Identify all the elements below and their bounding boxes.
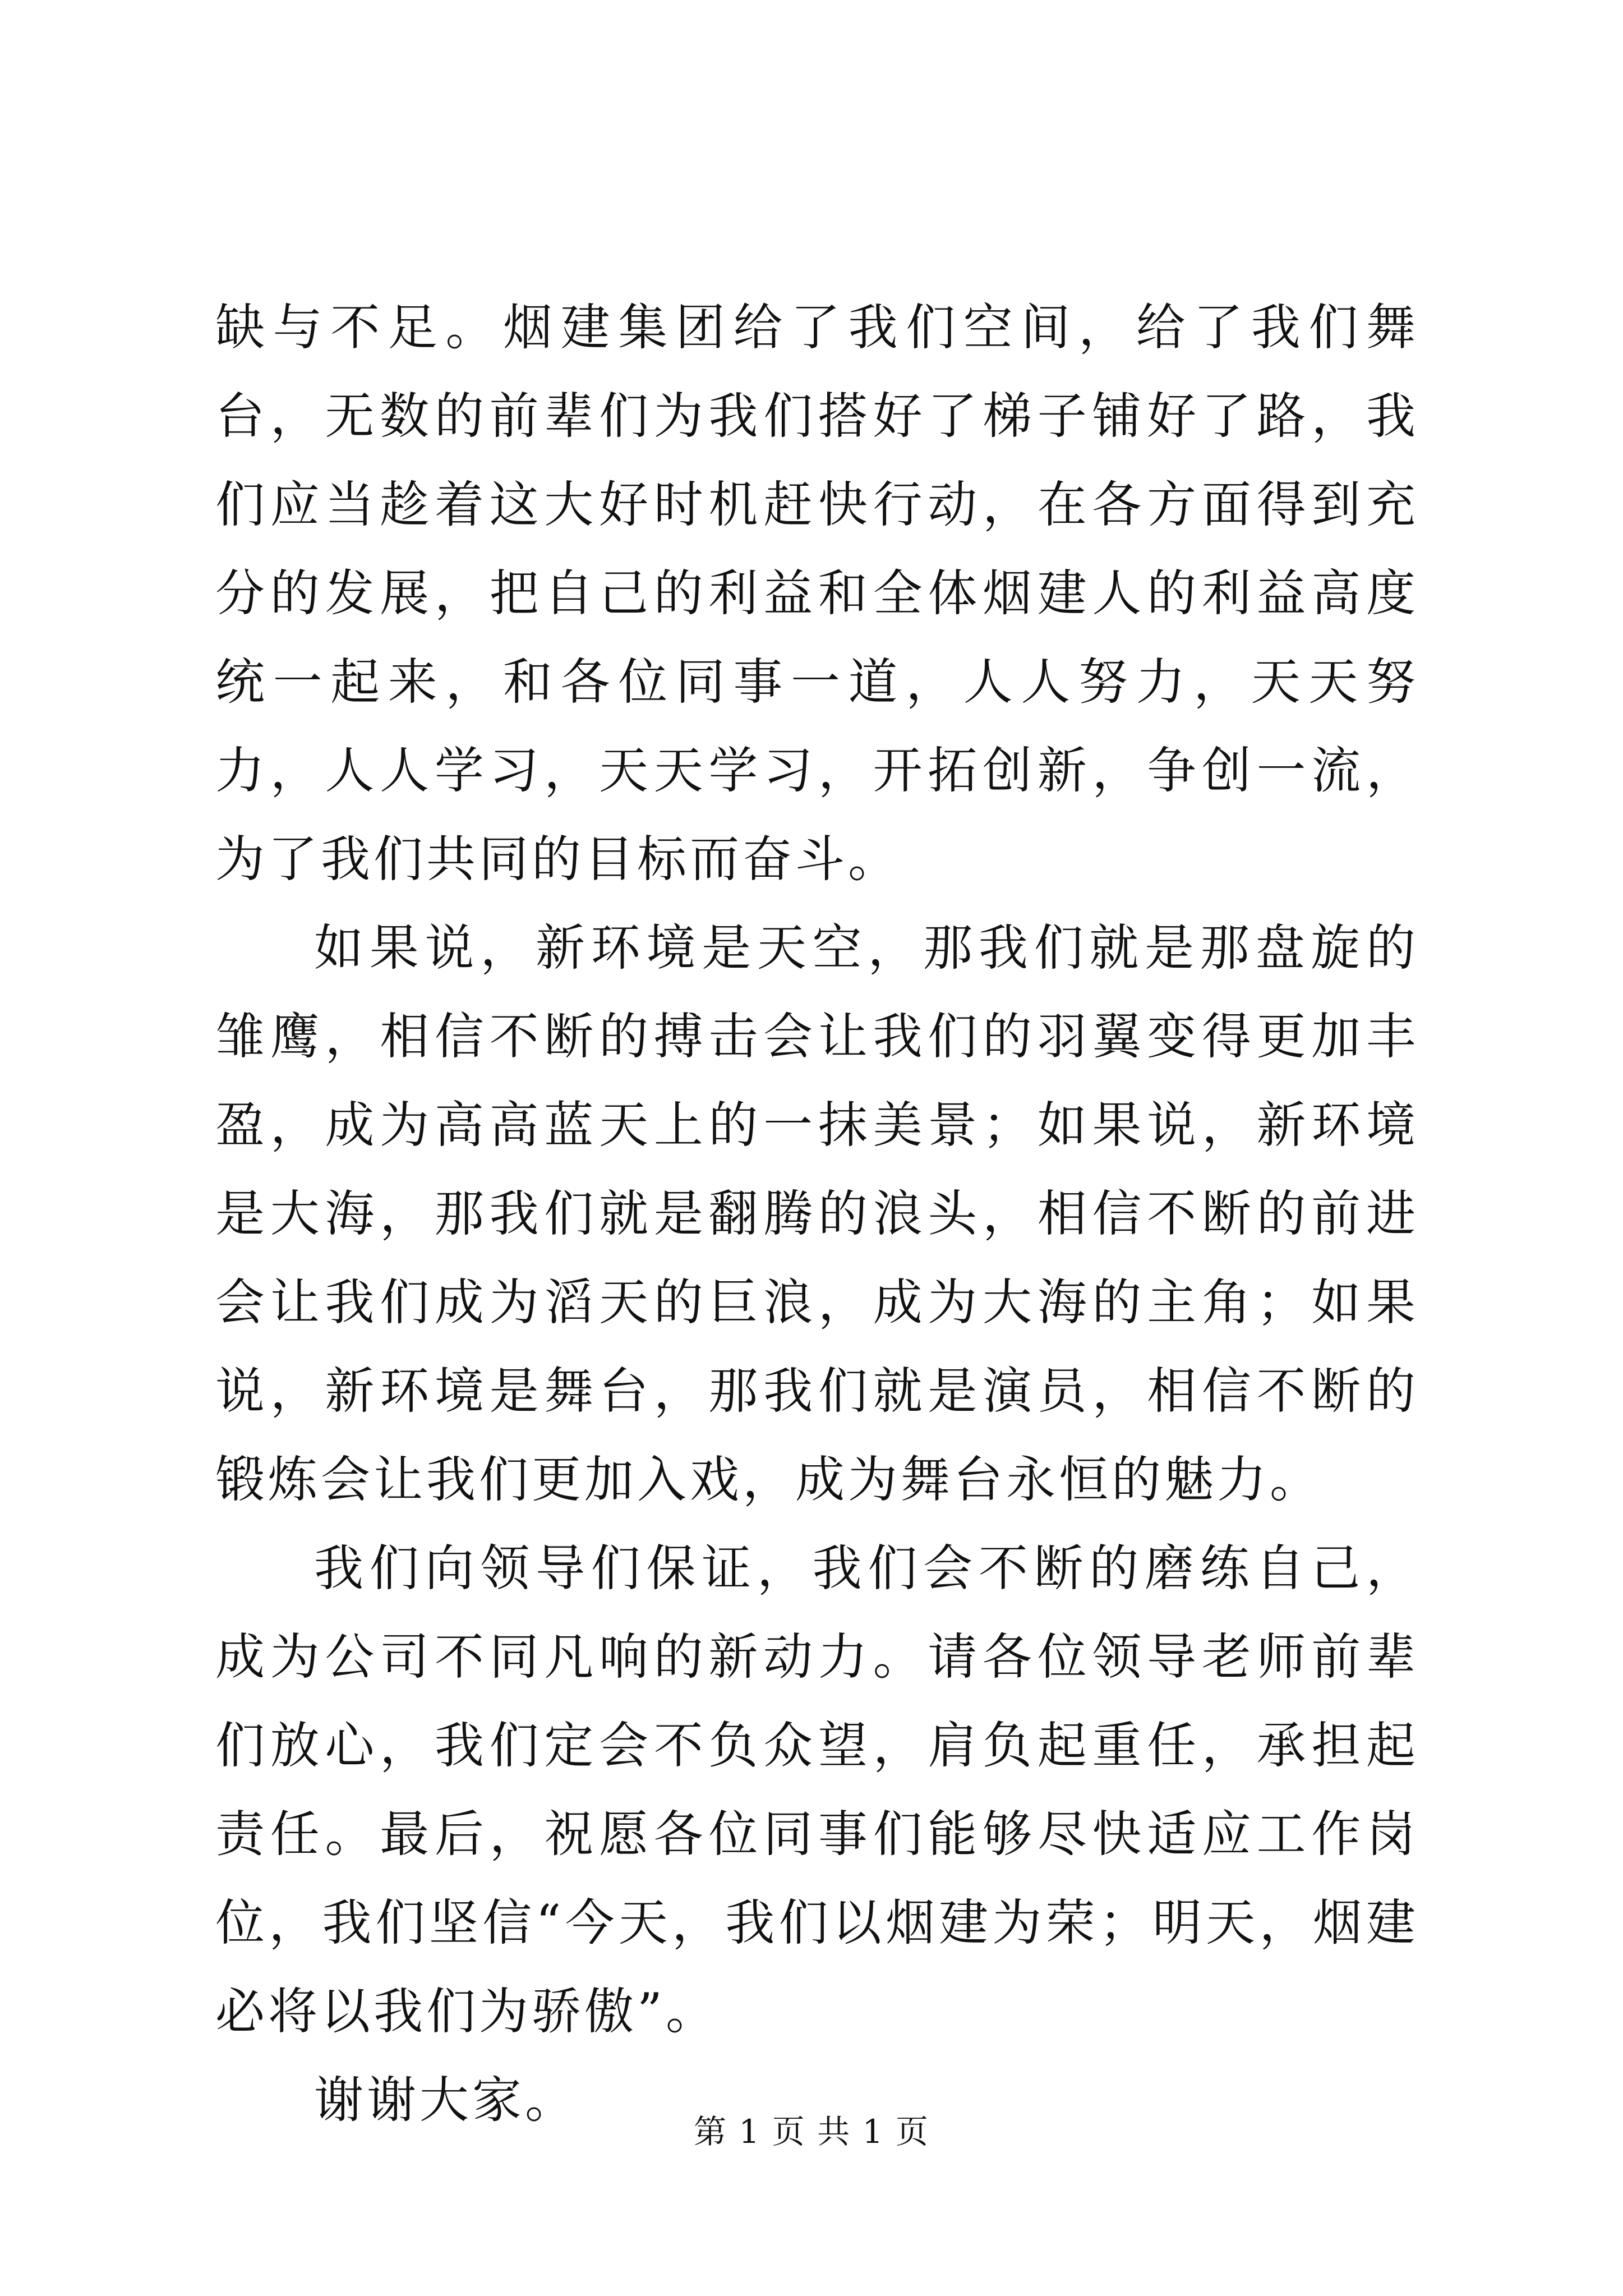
document-body [215,283,1419,2145]
paragraph-2: 如果说，新环境是天空，那我们就是那盘旋的雏鹰，相信不断的搏击会让我们的羽翼变得更加丰盈，成为高高蓝天上的一抹美景；如果说，新环境是大海，那我们就是翻腾的浪头，相信不断的前进会让我们成为滔天的巨浪，成为大海的主角；如果说，新环境是舞台，那我们就是演员，相信不断的锻炼会让我们更加入戏，成为舞台永恒的魅力。 [215,919,1419,1508]
paragraph-4: 谢谢大家。 [314,2071,578,2129]
paragraph-1: 缺与不足。烟建集团给了我们空间，给了我们舞台，无数的前辈们为我们搭好了梯子铺好了路，我们应当趁着这大好时机赶快行动，在各方面得到充分的发展，把自己的利益和全体烟建人的利益高度统一起来，和各位同事一道，人人努力，天天努力，人人学习，天天学习，开拓创新，争创一流，为了我们共同的目标而奋斗。 [215,298,1419,888]
page-footer: 第 1 页 共 1 页 [694,2113,929,2151]
paragraph-3: 我们向领导们保证，我们会不断的磨练自己，成为公司不同凡响的新动力。请各位领导老师前辈们放心，我们定会不负众望，肩负起重任，承担起责任。最后，祝愿各位同事们能够尽快适应工作岗位，我们坚信“今天，我们以烟建为荣；明天，烟建必将以我们为骄傲”。 [215,1539,1419,2040]
